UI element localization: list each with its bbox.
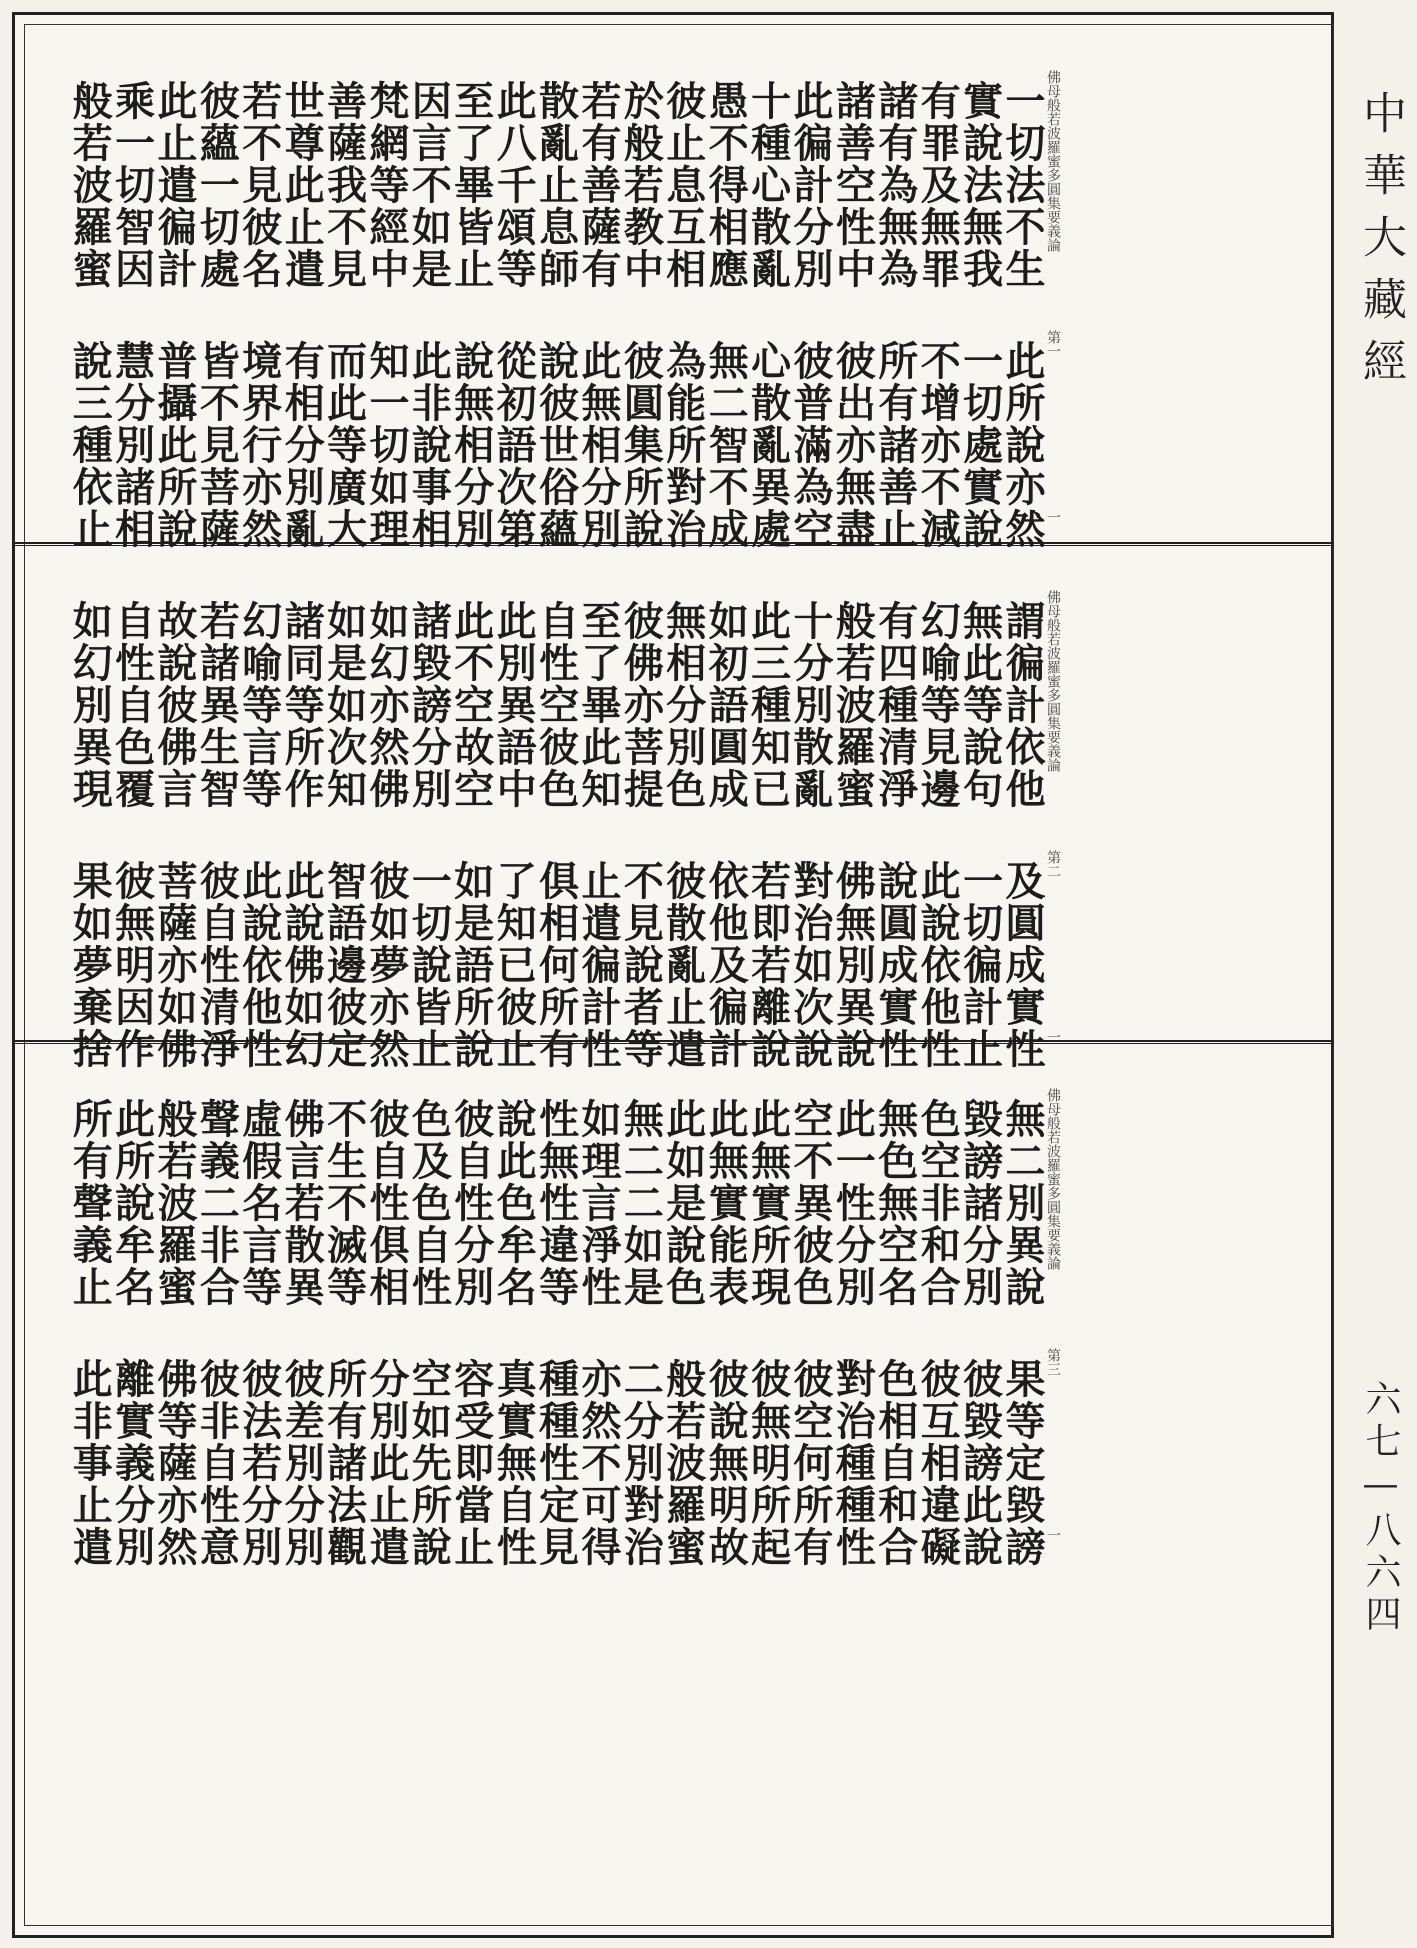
panel-2-upper-verse: 故說彼佛言: [151, 600, 198, 810]
panel-2-lower-verse: 此說佛如幻: [278, 860, 326, 1070]
panel-3-lower-verse: 彼空何所有: [787, 1358, 834, 1568]
panel-1-lower-verse: 皆不見菩薩: [193, 340, 241, 550]
panel-3-upper-verse: 性無性違等: [532, 1098, 580, 1308]
panel-3-upper-verse: 般若波羅蜜: [151, 1098, 198, 1308]
panel-1-note-1: 佛母般若波羅蜜多圓集要義論: [1045, 70, 1061, 252]
page-number: 六七—八六四: [1360, 1380, 1401, 1637]
panel-1-upper-verse: 若不見彼名: [235, 80, 283, 290]
panel-2-lower-verse: 佛無別異說: [829, 860, 877, 1070]
panel-1-lower-verse: 而此等廣大: [320, 340, 368, 550]
panel-2-upper-verse: 此別異語中: [490, 600, 538, 810]
panel-2-lower-verse: 說圓成實性: [871, 860, 919, 1070]
panel-2-lower-verse: 了知已彼止: [490, 860, 538, 1070]
panel-3-upper-verse: 如理言淨性: [575, 1098, 622, 1308]
panel-2-upper-verse: 諸毀謗分別: [405, 600, 453, 810]
panel-3-upper-verse: 此如是說色: [659, 1098, 707, 1308]
panel-1-note-3: 一: [1045, 510, 1061, 524]
panel-3-lower-verse: 離實義分別: [108, 1358, 156, 1568]
panel-1-lower-verse: 境界行亦然: [235, 340, 283, 550]
panel-2-lower-verse: 一切徧計止: [956, 860, 1004, 1070]
panel-2-lower-verse: 此說依他性: [235, 860, 283, 1070]
panel-2-lower-verse: 菩薩亦如佛: [151, 860, 198, 1070]
panel-1-upper-verse: 諸有為無為: [871, 80, 919, 290]
panel-2-upper-verse: 幻喻等言等: [235, 600, 283, 810]
panel-1-upper-verse: 彼蘊一切處: [193, 80, 241, 290]
panel-1-lower-verse: 彼普滿為空: [787, 340, 834, 550]
panel-3-lower-verse: 彼毀謗此說: [956, 1358, 1004, 1568]
panel-3-upper-verse: 無色無空名: [871, 1098, 919, 1308]
panel-2-upper-verse: 如初語圓成: [702, 600, 750, 810]
panel-2-lower-verse: 及圓成實性: [999, 860, 1046, 1070]
panel-1-upper-verse: 十種心散亂: [744, 80, 792, 290]
panel-2-upper-verse: 此不空故空: [447, 600, 495, 810]
panel-2-lower-verse: 如是語所說: [447, 860, 495, 1070]
panel-1-upper-verse: 乘一切智因: [108, 80, 156, 290]
panel-3-lower-verse: 果等定毀謗: [999, 1358, 1046, 1568]
panel-1-lower-verse: 為能所對治: [659, 340, 707, 550]
panel-2-upper-verse: 謂徧計依他: [999, 600, 1046, 810]
panel-2-lower-verse: 對治如次說: [787, 860, 834, 1070]
panel-2-upper-verse: 自性自色覆: [108, 600, 156, 810]
panel-3-upper-verse: 色及色自性: [405, 1098, 453, 1308]
panel-2-upper-verse: 十分別散亂: [787, 600, 834, 810]
panel-3-upper-verse: 此無實能表: [702, 1098, 750, 1308]
panel-1-lower-verse: 慧分別諸相: [108, 340, 156, 550]
panel-1-upper-verse: 一切法不生: [999, 80, 1046, 290]
panel-3-upper-verse: 彼自性俱相: [363, 1098, 410, 1308]
panel-2-upper-verse: 如幻亦然佛: [363, 600, 410, 810]
panel-2-lower-verse: 一切說皆止: [405, 860, 453, 1070]
panel-3-note-1: 佛母般若波羅蜜多圓集要義論: [1045, 1088, 1061, 1270]
panel-2-upper-verse: 如是如次知: [320, 600, 368, 810]
panel-1-upper-verse: 有罪及無罪: [914, 80, 962, 290]
panel-2-lower-verse: 俱相何所有: [532, 860, 580, 1070]
panel-2-upper-verse: 無相分別色: [659, 600, 707, 810]
panel-2-upper-verse: 此三種知已: [744, 600, 792, 810]
panel-1-lower-verse: 不增亦不減: [914, 340, 962, 550]
panel-3-lower-verse: 彼法若分別: [235, 1358, 283, 1568]
panel-3-lower-verse: 般若波羅蜜: [659, 1358, 707, 1568]
panel-3-upper-verse: 毀謗諸分別: [956, 1098, 1004, 1308]
panel-3-upper-verse: 無二二如是: [617, 1098, 665, 1308]
panel-3-note-3: 一: [1045, 1528, 1061, 1542]
panel-1-lower-verse: 此非說事相: [405, 340, 453, 550]
panel-2-upper-verse: 般若波羅蜜: [829, 600, 877, 810]
panel-3-lower-verse: 種種性定見: [532, 1358, 580, 1568]
panel-1-lower-verse: 說三種依止: [66, 340, 114, 550]
panel-2-lower-verse: 止遣徧計性: [575, 860, 622, 1070]
panel-2-lower-verse: 彼散亂止遣: [659, 860, 707, 1070]
panel-1-upper-verse: 般若波羅蜜: [66, 80, 114, 290]
panel-1-upper-verse: 此止遣徧計: [151, 80, 198, 290]
panel-1-lower-verse: 普攝此所說: [151, 340, 198, 550]
panel-2-upper-verse: 彼佛亦菩提: [617, 600, 665, 810]
panel-1-lower-verse: 所有諸善止: [871, 340, 919, 550]
panel-3-lower-verse: 空如先所說: [405, 1358, 453, 1568]
panel-1-lower-verse: 有相分別亂: [278, 340, 326, 550]
panel-3-upper-verse: 虛假名言等: [235, 1098, 283, 1308]
panel-3-lower-verse: 彼差別分別: [278, 1358, 326, 1568]
panel-2-lower-verse: 不見說者等: [617, 860, 665, 1070]
panel-3-upper-verse: 聲義二非合: [193, 1098, 241, 1308]
panel-2-lower-verse: 彼自性清淨: [193, 860, 241, 1070]
panel-3-lower-verse: 二分別對治: [617, 1358, 665, 1568]
panel-1-lower-verse: 說彼世俗蘊: [532, 340, 580, 550]
panel-1-upper-verse: 若有善薩有: [575, 80, 622, 290]
panel-1-lower-verse: 此無相分別: [575, 340, 622, 550]
panel-2-lower-verse: 果如夢棄捨: [66, 860, 114, 1070]
panel-3-upper-verse: 此所說牟名: [108, 1098, 156, 1308]
panel-1-upper-verse: 彼止息互相: [659, 80, 707, 290]
panel-1-lower-verse: 從初語次第: [490, 340, 538, 550]
panel-1-upper-verse: 善薩我不見: [320, 80, 368, 290]
panel-1-lower-verse: 說無相分別: [447, 340, 495, 550]
panel-1-upper-verse: 世尊此止遣: [278, 80, 326, 290]
panel-2-upper-verse: 若諸異生智: [193, 600, 241, 810]
panel-3-upper-verse: 佛言若散異: [278, 1098, 326, 1308]
panel-2-lower-verse: 依他及徧計: [702, 860, 750, 1070]
panel-2-lower-verse: 彼無明因作: [108, 860, 156, 1070]
panel-2-note-2: 第二: [1045, 850, 1061, 878]
panel-3-lower-verse: 色相自和合: [871, 1358, 919, 1568]
panel-2-upper-verse: 諸同等所作: [278, 600, 326, 810]
panel-1-lower-verse: 一切處實說: [956, 340, 1004, 550]
panel-1-upper-verse: 愚不得相應: [702, 80, 750, 290]
panel-3-lower-verse: 真實無自性: [490, 1358, 538, 1568]
panel-2-lower-verse: 彼如夢亦然: [363, 860, 410, 1070]
panel-1-upper-verse: 因言不如是: [405, 80, 453, 290]
panel-1-lower-verse: 彼圓集所說: [617, 340, 665, 550]
panel-3-note-2: 第三: [1045, 1348, 1061, 1376]
panel-3-upper-verse: 色空非和合: [914, 1098, 962, 1308]
panel-3-lower-verse: 對治種種性: [829, 1358, 877, 1568]
panel-2-upper-verse: 無此等說句: [956, 600, 1004, 810]
panel-2-lower-verse: 此說依他性: [914, 860, 962, 1070]
panel-3-upper-verse: 空不異彼色: [787, 1098, 834, 1308]
panel-3-lower-verse: 彼非自性意: [193, 1358, 241, 1568]
panel-2-upper-verse: 有四種清淨: [871, 600, 919, 810]
panel-3-upper-verse: 說此色牟名: [490, 1098, 538, 1308]
panel-1-lower-verse: 此所說亦然: [999, 340, 1046, 550]
panel-2-lower-verse: 智語邊彼定: [320, 860, 368, 1070]
panel-3-lower-verse: 彼互相違礙: [914, 1358, 962, 1568]
panel-2-lower-verse: 若即若離說: [744, 860, 792, 1070]
panel-1-upper-verse: 散亂止息師: [532, 80, 580, 290]
collection-title: 中華大藏經: [1355, 90, 1406, 400]
panel-1-lower-verse: 無二智不成: [702, 340, 750, 550]
panel-3-lower-verse: 此非事止遣: [66, 1358, 114, 1568]
panel-1-lower-verse: 心散亂異處: [744, 340, 792, 550]
panel-1-lower-verse: 知一切如理: [363, 340, 410, 550]
panel-3-lower-verse: 佛等薩亦然: [151, 1358, 198, 1568]
panel-2-note-1: 佛母般若波羅蜜多圓集要義論: [1045, 590, 1061, 772]
panel-2-upper-verse: 自性空彼色: [532, 600, 580, 810]
panel-2-upper-verse: 至了畢此知: [575, 600, 622, 810]
panel-3-lower-verse: 亦然不可得: [575, 1358, 622, 1568]
panel-3-lower-verse: 彼說無明故: [702, 1358, 750, 1568]
panel-3-upper-verse: 不生不滅等: [320, 1098, 368, 1308]
panel-3-upper-verse: 彼自性分別: [447, 1098, 495, 1308]
panel-2-upper-verse: 幻喻等見邊: [914, 600, 962, 810]
panel-3-upper-verse: 無二別異說: [999, 1098, 1046, 1308]
panel-1-upper-verse: 至了畢皆止: [447, 80, 495, 290]
panel-2-upper-verse: 如幻別異現: [66, 600, 114, 810]
panel-1-upper-verse: 諸善空性中: [829, 80, 877, 290]
panel-1-upper-verse: 此八千頌等: [490, 80, 538, 290]
panel-3-lower-verse: 所有諸法觀: [320, 1358, 368, 1568]
panel-3-upper-verse: 此無實所現: [744, 1098, 792, 1308]
panel-1-upper-verse: 此徧計分別: [787, 80, 834, 290]
panel-1-note-2: 第一: [1045, 330, 1061, 358]
panel-2-note-3: 一: [1045, 1030, 1061, 1044]
panel-1-upper-verse: 於般若教中: [617, 80, 665, 290]
panel-3-lower-verse: 容受即當止: [447, 1358, 495, 1568]
panel-1-lower-verse: 彼出亦無盡: [829, 340, 877, 550]
panel-3-lower-verse: 分別此止遣: [363, 1358, 410, 1568]
panel-3-upper-verse: 此一性分別: [829, 1098, 877, 1308]
panel-1-upper-verse: 實說法無我: [956, 80, 1004, 290]
panel-3-lower-verse: 彼無明所起: [744, 1358, 792, 1568]
panel-1-upper-verse: 梵網等經中: [363, 80, 410, 290]
panel-3-upper-verse: 所有聲義止: [66, 1098, 114, 1308]
